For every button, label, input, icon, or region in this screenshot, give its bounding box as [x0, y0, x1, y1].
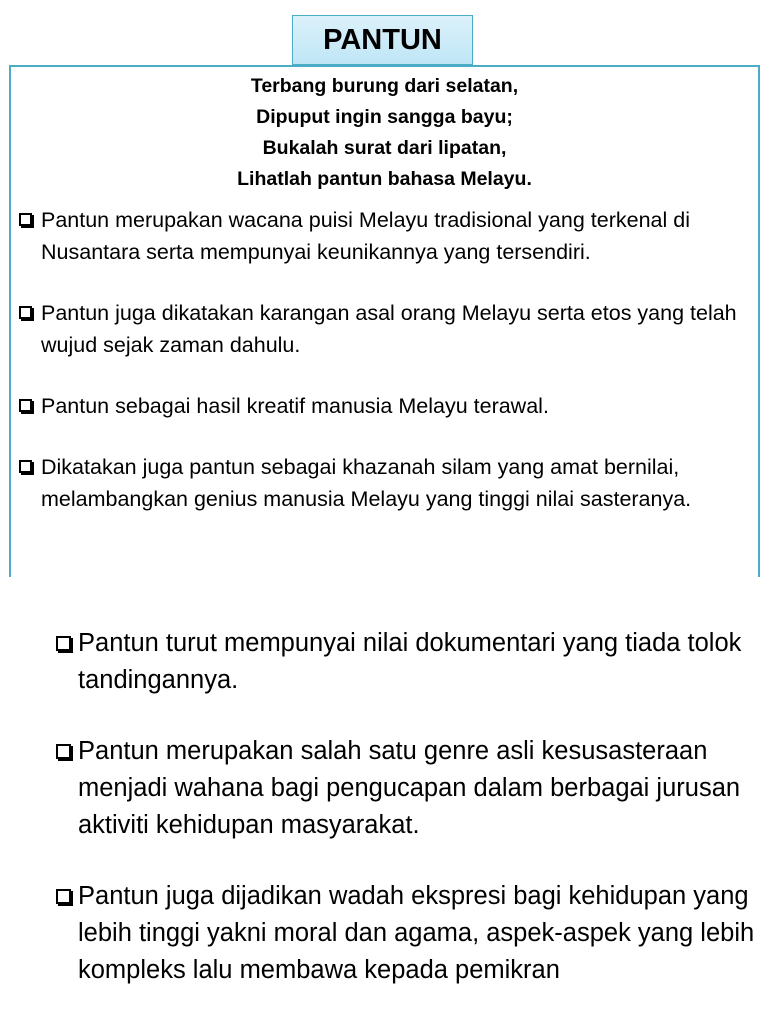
pantun-verse [11, 71, 758, 195]
bullet-text: Pantun merupakan salah satu genre asli kesusasteraan menjadi wahana bagi pengucapan dalam berbagai jurusan aktiviti kehidupan masyarakat. [78, 737, 741, 839]
verse-line: Lihatlah pantun bahasa Melayu. [237, 168, 532, 190]
bullet-point [19, 451, 758, 515]
bullet-text: Pantun juga dijadikan wadah ekspresi bagi kehidupan yang lebih tinggi yakni moral dan agama, aspek-aspek yang lebih kompleks lalu membawa kepada pemikran [78, 882, 755, 984]
bullet-point [19, 204, 758, 268]
checkbox-bullet-icon [56, 636, 71, 651]
checkbox-bullet-icon [19, 213, 32, 226]
checkbox-bullet-icon [19, 399, 32, 412]
bullet-text: Dikatakan juga pantun sebagai khazanah silam yang amat bernilai, melambangkan genius manusia Melayu yang tinggi nilai sasteranya. [41, 455, 692, 511]
verse-line: Terbang burung dari selatan, [250, 75, 519, 97]
lower-bullet-list [56, 625, 756, 1023]
bullet-point [56, 625, 756, 699]
bullet-point [19, 390, 758, 422]
verse-line: Bukalah surat dari lipatan, [262, 137, 507, 159]
bullet-text: Pantun juga dikatakan karangan asal orang Melayu serta etos yang telah wujud sejak zaman dahulu. [41, 301, 737, 357]
bullet-text: Pantun sebagai hasil kreatif manusia Melayu terawal. [41, 394, 549, 418]
checkbox-bullet-icon [19, 460, 32, 473]
bullet-point [56, 878, 756, 989]
content-panel [9, 65, 760, 577]
page-title: PANTUN [292, 15, 473, 65]
bullet-text: Pantun turut mempunyai nilai dokumentari yang tiada tolok tandingannya. [78, 629, 742, 694]
verse-line: Dipuput ingin sangga bayu; [256, 106, 513, 128]
checkbox-bullet-icon [19, 306, 32, 319]
checkbox-bullet-icon [56, 889, 71, 904]
bullet-point [56, 733, 756, 844]
checkbox-bullet-icon [56, 744, 71, 759]
panel-bullet-list [11, 204, 758, 515]
bullet-text: Pantun merupakan wacana puisi Melayu tradisional yang terkenal di Nusantara serta mempunyai keunikannya yang tersendiri. [41, 208, 690, 264]
bullet-point [19, 297, 758, 361]
